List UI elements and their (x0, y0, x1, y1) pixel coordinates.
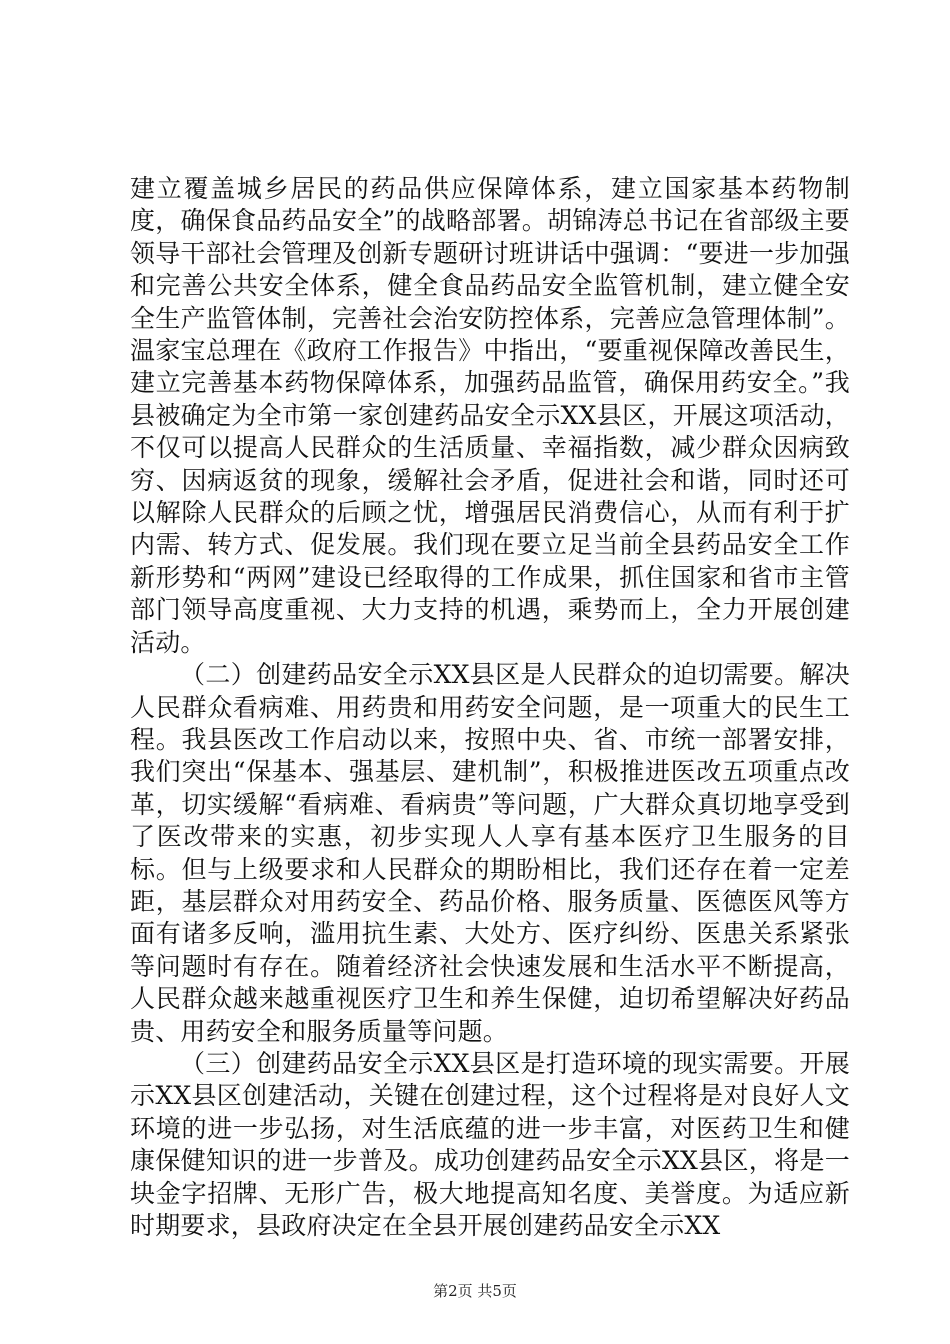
document-body (130, 173, 850, 1242)
page-footer: 第2页 共5页 (433, 1282, 517, 1300)
paragraph-section-three: （三）创建药品安全示XX县区是打造环境的现实需要。开展示XX县区创建活动，关键在创建过程，这个过程将是对良好人文环境的进一步弘扬，对生活底蕴的进一步丰富，对医药卫生和健康保健知识的进一步普及。成功创建药品安全示XX县区，将是一块金字招牌、无形广告，极大地提高知名度、美誉度。为适应新时期要求，县政府决定在全县开展创建药品安全示XX (130, 1048, 850, 1240)
paragraph-section-two: （二）创建药品安全示XX县区是人民群众的迫切需要。解决人民群众看病难、用药贵和用药安全问题，是一项重大的民生工程。我县医改工作启动以来，按照中央、省、市统一部署安排，我们突出“保基本、强基层、建机制”，积极推进医改五项重点改革，切实缓解“看病难、看病贵”等问题，广大群众真切地享受到了医改带来的实惠，初步实现人人享有基本医疗卫生服务的目标。但与上级要求和人民群众的期盼相比，我们还存在着一定差距，基层群众对用药安全、药品价格、服务质量、医德医风等方面有诸多反响，滥用抗生素、大处方、医疗纠纷、医患关系紧张等问题时有存在。随着经济社会快速发展和生活水平不断提高，人民群众越来越重视医疗卫生和养生保健，迫切希望解决好药品贵、用药安全和服务质量等问题。 (130, 660, 850, 1046)
paragraph-continuation: 建立覆盖城乡居民的药品供应保障体系，建立国家基本药物制度，确保食品药品安全”的战略部署。胡锦涛总书记在省部级主要领导干部社会管理及创新专题研讨班讲话中强调：“要进一步加强和完善公共安全体系，健全食品药品安全监管机制，建立健全安全生产监管体制，完善社会治安防控体系，完善应急管理体制”。温家宝总理在《政府工作报告》中指出，“要重视保障改善民生，建立完善基本药物保障体系，加强药品监管，确保用药安全。”我县被确定为全市第一家创建药品安全示XX县区，开展这项活动，不仅可以提高人民群众的生活质量、幸福指数，减少群众因病致穷、因病返贫的现象，缓解社会矛盾，促进社会和谐，同时还可以解除人民群众的后顾之忧，增强居民消费信心，从而有利于扩内需、转方式、促发展。我们现在要立足当前全县药品安全工作新形势和“两网”建设已经取得的工作成果，抓住国家和省市主管部门领导高度重视、大力支持的机遇，乘势而上，全力开展创建活动。 (130, 174, 850, 657)
